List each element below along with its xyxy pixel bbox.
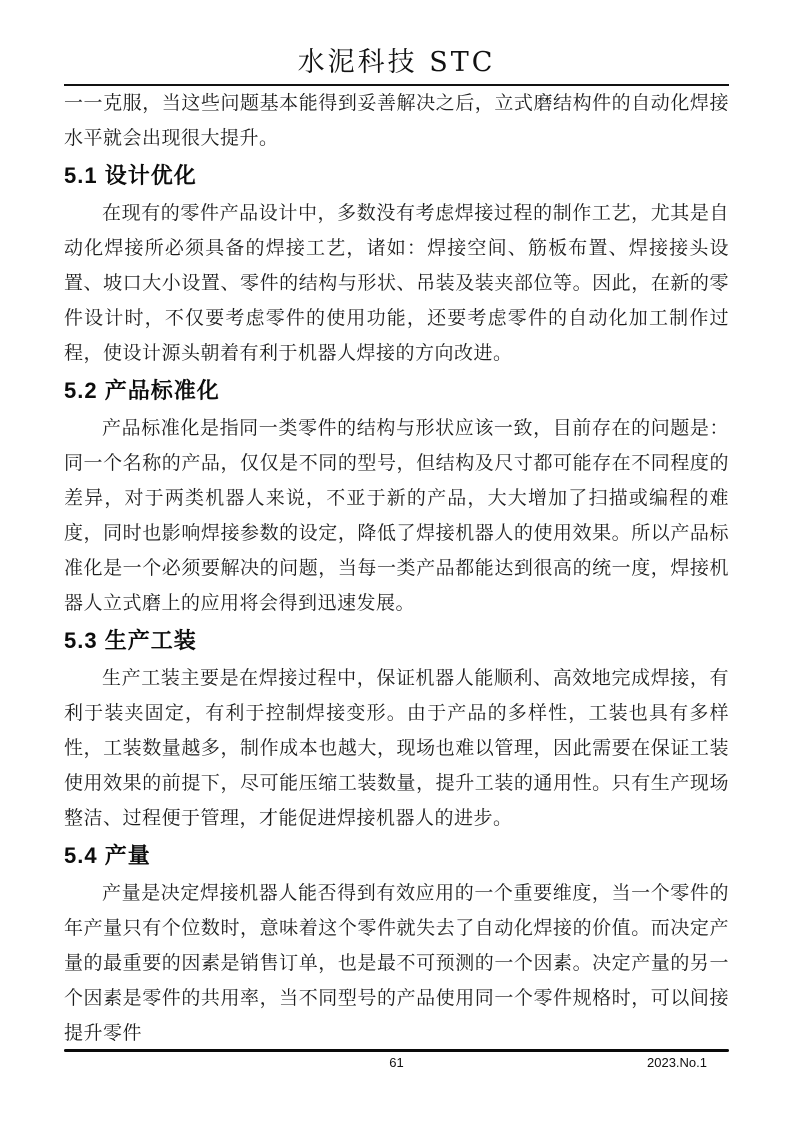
section-heading-output: 5.4 产量: [64, 843, 151, 868]
section-heading-production-tooling: 5.3 生产工装: [64, 628, 197, 653]
journal-title: 水泥科技 STC: [297, 47, 496, 78]
page-header: [64, 46, 729, 86]
issue-label: 2023.No.1: [647, 1055, 707, 1070]
section-paragraph-output: 产量是决定焊接机器人能否得到有效应用的一个重要维度，当一个零件的年产量只有个位数时，意味着这个零件就失去了自动化焊接的价值。而决定产量的最重要的因素是销售订单，也是最不可预测的一个因素。决定产量的另一个因素是零件的共用率，当不同型号的产品使用同一个零件规格时，可以间接提升零件: [64, 883, 729, 1044]
section-heading-design-optimization: 5.1 设计优化: [64, 163, 197, 188]
section-heading-product-standardization: 5.2 产品标准化: [64, 378, 220, 403]
footer-row: [64, 1055, 729, 1075]
section-paragraph-product-standardization: 产品标准化是指同一类零件的结构与形状应该一致，目前存在的问题是：同一个名称的产品，仅仅是不同的型号，但结构及尺寸都可能存在不同程度的差异，对于两类机器人来说，不亚于新的产品，大大增加了扫描或编程的难度，同时也影响焊接参数的设定，降低了焊接机器人的使用效果。所以产品标准化是一个必须要解决的问题，当每一类产品都能达到很高的统一度，焊接机器人立式磨上的应用将会得到迅速发展。: [64, 418, 729, 614]
page-footer: [64, 1049, 729, 1075]
document-body: [64, 86, 729, 1051]
section-paragraph-production-tooling: 生产工装主要是在焊接过程中，保证机器人能顺利、高效地完成焊接，有利于装夹固定，有利于控制焊接变形。由于产品的多样性，工装也具有多样性，工装数量越多，制作成本也越大，现场也难以管理，因此需要在保证工装使用效果的前提下，尽可能压缩工装数量，提升工装的通用性。只有生产现场整洁、过程便于管理，才能促进焊接机器人的进步。: [64, 668, 729, 829]
footer-rule: [64, 1049, 729, 1052]
section-paragraph-design-optimization: 在现有的零件产品设计中，多数没有考虑焊接过程的制作工艺，尤其是自动化焊接所必须具备的焊接工艺，诸如：焊接空间、筋板布置、焊接接头设置、坡口大小设置、零件的结构与形状、吊装及装夹部位等。因此，在新的零件设计时，不仅要考虑零件的使用功能，还要考虑零件的自动化加工制作过程，使设计源头朝着有利于机器人焊接的方向改进。: [64, 203, 729, 364]
page-number: 61: [389, 1055, 404, 1070]
intro-paragraph: 一一克服，当这些问题基本能得到妥善解决之后，立式磨结构件的自动化焊接水平就会出现很大提升。: [64, 93, 729, 149]
